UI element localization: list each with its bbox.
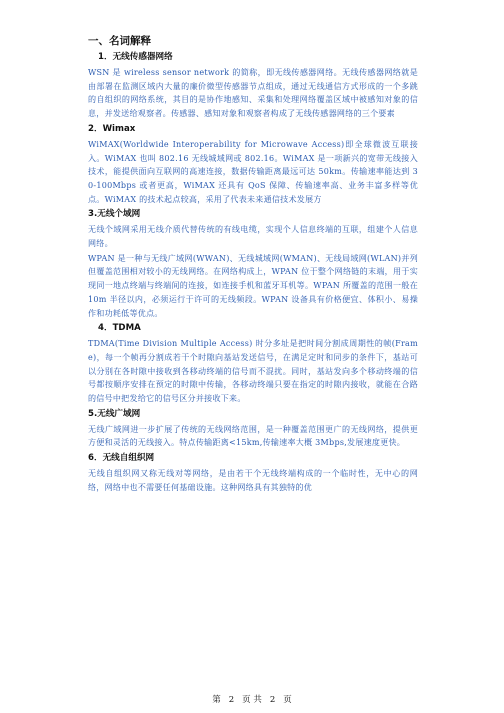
footer-prefix: 第 — [212, 695, 221, 705]
footer-page-number: 2 — [228, 695, 235, 705]
term-title-wsn: 1．无线传感器网络 — [98, 52, 173, 62]
section-heading: 一、名词解释 — [88, 35, 151, 47]
term-paragraph: WSN 是 wireless sensor network 的简称，即无线传感器网络。无线传感器网络就是由部署在监测区域内大量的廉价微型传感器节点组成，通过无线通信方式形成的一个多跳的自组织的网络系统，其目的是协作地感知、采集和处理网络覆盖区域中被感知对象的信息，并发送给观察者。传感器、感知对象和观察者构成了无线传感器网络的三个要素 — [88, 68, 418, 119]
term-title-wwan: 5.无线广域网 — [88, 408, 141, 419]
term-title-adhoc: 6．无线自组织网 — [88, 453, 155, 464]
footer-middle: 页 共 — [242, 695, 262, 705]
page-footer — [0, 693, 504, 705]
term-paragraph: 无线自组织网又称无线对等网络，是由若干个无线终端构成的一个临时性，无中心的网络，网络中也不需要任何基础设施。这种网络具有其独特的优 — [88, 469, 418, 492]
term-title-wimax: 2．Wimax — [88, 123, 136, 134]
term-paragraph: WiMAX(Worldwide Interoperability for Microwave Access)即全球微波互联接入。WiMAX 也叫 802.16 无线城域网或 802.16。WiMAX 是一项新兴的宽带无线接入技术，能提供面向互联网的高速连接，数据传输距离最远可达 50km。传输速率能达到 30-100Mbps 或者更高，WiMAX 还具有 QoS 保障、传输速率高、业务丰富多样等优点。WiMAX 的技术起点较高，采用了代表未来通信技术发展方 — [88, 139, 418, 204]
term-paragraph: WPAN 是一种与无线广域网(WWAN)、无线城域网(WMAN)、无线局域网(WLAN)并列但覆盖范围相对较小的无线网络。在网络构成上，WPAN 位于整个网络链的末端，用于实现同一地点终端与终端间的连接，如连接手机和蓝牙耳机等。WPAN 所覆盖的范围一般在 10m 半径以内，必须运行于许可的无线频段。WPAN 设备具有价格便宜、体积小、易操作和功耗低等优点。 — [88, 253, 418, 318]
term-paragraph: TDMA(Time Division Multiple Access) 时分多址是把时间分割成周期性的帧(Frame)，每一个帧再分割成若干个时隙向基站发送信号，在满足定时和同步的条件下，基站可以分别在各时隙中接收到各移动终端的信号而不混扰。同时，基站发向多个移动终端的信号都按顺序安排在预定的时隙中传输，各移动终端只要在指定的时隙内接收，就能在合路的信号中把发给它的信号区分并接收下来。 — [88, 339, 418, 404]
term-title-tdma: 4．TDMA — [98, 323, 141, 334]
footer-suffix: 页 — [283, 695, 292, 705]
term-title-wpan: 3.无线个域网 — [88, 209, 141, 220]
page-content — [88, 34, 418, 496]
footer-total-pages: 2 — [269, 695, 276, 705]
term-paragraph: 无线个域网采用无线介质代替传统的有线电缆，实现个人信息终端的互联，组建个人信息网络。 — [88, 225, 418, 249]
term-paragraph: 无线广域网进一步扩展了传统的无线网络范围，是一种覆盖范围更广的无线网络，提供更方便和灵活的无线接入。特点传输距离<15km,传输速率大概 3Mbps,发展速度更快。 — [88, 424, 418, 448]
